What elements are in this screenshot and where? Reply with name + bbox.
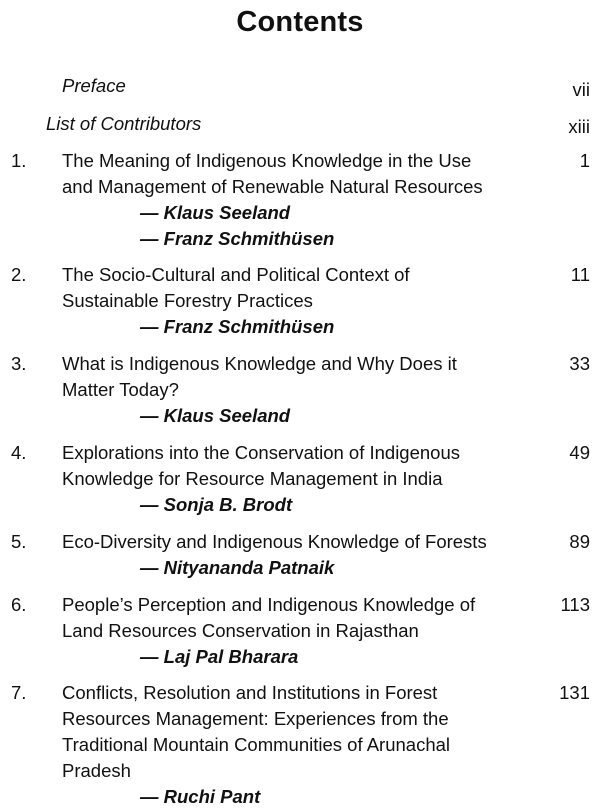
chapter-7-title-line-3[interactable]: Traditional Mountain Communities of Arunachal (62, 734, 451, 755)
chapter-1-title-line-2[interactable]: and Management of Renewable Natural Resources (62, 176, 483, 197)
chapter-5-number: 5. (11, 531, 27, 552)
chapter-3-title-line-2[interactable]: Matter Today? (62, 379, 179, 400)
chapter-1-author-2: — Franz Schmithüsen (140, 228, 335, 249)
chapter-3-title-line-1[interactable]: What is Indigenous Knowledge and Why Does it (62, 353, 457, 374)
chapter-1-title-line-1[interactable]: The Meaning of Indigenous Knowledge in the Use (62, 150, 472, 171)
chapter-1-author-1: — Klaus Seeland (140, 202, 291, 223)
chapter-3-author-1: — Klaus Seeland (140, 405, 291, 426)
chapter-2-page: 11 (570, 264, 590, 285)
chapter-7-author-1: — Ruchi Pant (140, 786, 261, 807)
contributors-page: xiii (568, 116, 590, 137)
chapter-6-page: 113 (560, 594, 590, 615)
chapter-7-page: 131 (559, 682, 590, 703)
chapter-1-number: 1. (11, 150, 27, 171)
contributors-label[interactable]: List of Contributors (46, 113, 202, 134)
chapter-7-title-line-2[interactable]: Resources Management: Experiences from the (62, 708, 449, 729)
chapter-5-author-1: — Nityananda Patnaik (140, 557, 335, 578)
chapter-2-title-line-2[interactable]: Sustainable Forestry Practices (62, 290, 313, 311)
page-title: Contents (236, 6, 364, 38)
preface-page: vii (572, 79, 590, 100)
chapter-2-author-1: — Franz Schmithüsen (140, 316, 335, 337)
chapter-3-number: 3. (11, 353, 27, 374)
chapter-4-page: 49 (569, 442, 590, 463)
chapter-6-number: 6. (11, 594, 27, 615)
chapter-7-title-line-1[interactable]: Conflicts, Resolution and Institutions in Forest (62, 682, 438, 703)
preface-label[interactable]: Preface (62, 75, 126, 96)
chapter-5-title-line-1[interactable]: Eco-Diversity and Indigenous Knowledge of Forests (62, 531, 487, 552)
chapter-4-title-line-1[interactable]: Explorations into the Conservation of Indigenous (62, 442, 461, 463)
chapter-7-number: 7. (11, 682, 27, 703)
chapter-2-title-line-1[interactable]: The Socio-Cultural and Political Context of (62, 264, 410, 285)
chapter-4-number: 4. (11, 442, 27, 463)
chapter-4-title-line-2[interactable]: Knowledge for Resource Management in India (62, 468, 443, 489)
chapter-4-author-1: — Sonja B. Brodt (140, 494, 293, 515)
chapter-7-title-line-4[interactable]: Pradesh (62, 760, 131, 781)
chapter-6-title-line-1[interactable]: People’s Perception and Indigenous Knowledge of (62, 594, 476, 615)
chapter-3-page: 33 (569, 353, 590, 374)
chapter-5-page: 89 (569, 531, 590, 552)
chapter-2-number: 2. (11, 264, 27, 285)
chapter-1-page: 1 (579, 150, 590, 171)
chapter-6-author-1: — Laj Pal Bharara (140, 646, 299, 667)
chapter-6-title-line-2[interactable]: Land Resources Conservation in Rajasthan (62, 620, 419, 641)
